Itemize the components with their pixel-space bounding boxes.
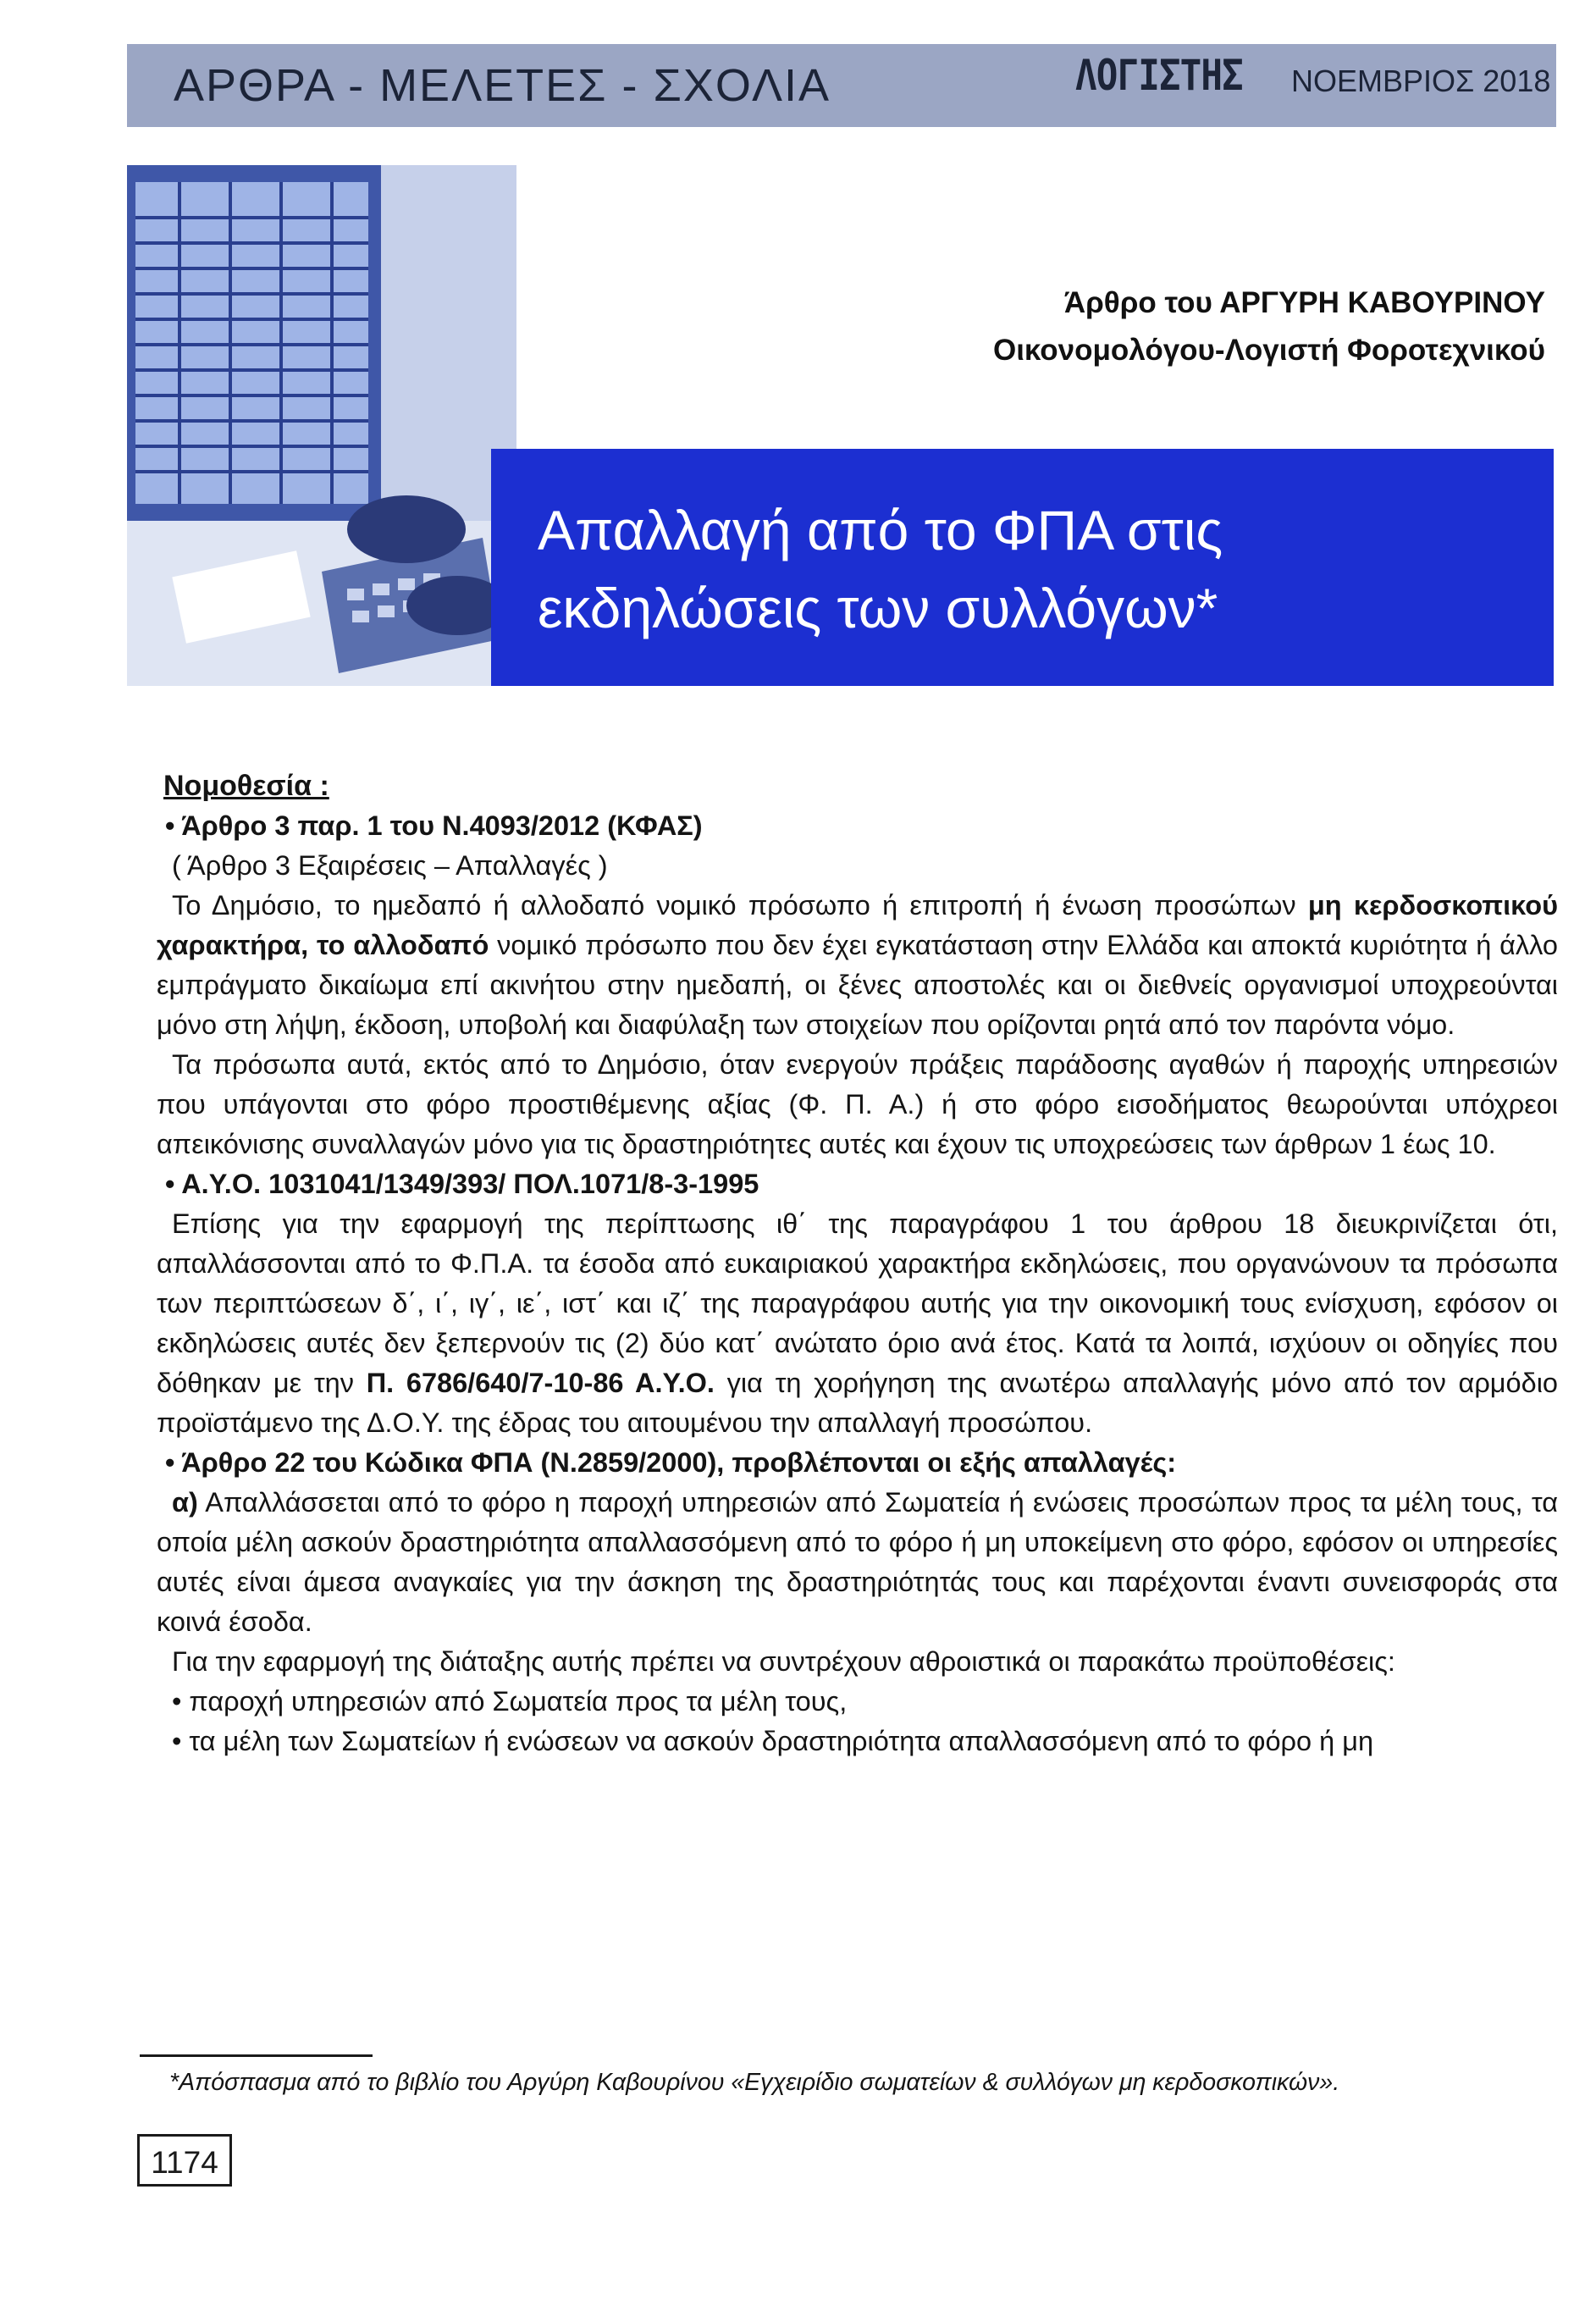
footnote-divider: [140, 2054, 373, 2057]
law1-p1-bold: μη κερδοσκοπικού χαρακτήρα, το αλλοδαπό: [157, 890, 1558, 960]
article-body: [157, 766, 1558, 1761]
law2-paragraph1: [157, 1204, 1558, 1443]
law2-p1-bold: Π. 6786/640/7-10-86 Α.Υ.Ο.: [366, 1368, 715, 1398]
condition-2: • τα μέλη των Σωματείων ή ενώσεων να ασκούν δραστηριότητα απαλλασσόμενη από το φόρο ή μη: [172, 1726, 1374, 1756]
page-number: 1174: [137, 2134, 232, 2187]
magazine-brand: ΛΟΓΙΣΤΗΣ: [1075, 51, 1243, 100]
issue-date: ΝΟΕΜΒΡΙΟΣ 2018: [1291, 64, 1551, 98]
footnote: *Απόσπασμα από το βιβλίο του Αργύρη Καβουρίνου «Εγχειρίδιο σωματείων & συλλόγων μη κερδοσκοπικών».: [169, 2069, 1340, 2096]
law1-paragraph2: Τα πρόσωπα αυτά, εκτός από το Δημόσιο, όταν ενεργούν πράξεις παράδοσης αγαθών ή παροχής υπηρεσιών που υπάγονται στο φόρο προστιθέμενης αξίας (Φ. Π. Α.) ή στο φόρο εισοδήματος θεωρούνται υπόχρεοι απεικόνισης συναλλαγών μόνο για τις δραστηριότητες αυτές και έχουν τις υποχρεώσεις των άρθρων 1 έως 10.: [157, 1049, 1558, 1159]
author-title: Οικονομολόγου-Λογιστή Φοροτεχνικού: [992, 334, 1545, 367]
law3-paragraph-a: [157, 1483, 1558, 1642]
law1-subheading: ( Άρθρο 3 Εξαιρέσεις – Απαλλαγές ): [172, 850, 608, 881]
author-byline: [993, 279, 1545, 374]
law3-heading: • Άρθρο 22 του Κώδικα ΦΠΑ (Ν.2859/2000), προβλέπονται οι εξής απαλλαγές:: [165, 1447, 1177, 1478]
legislation-heading: Νομοθεσία :: [163, 770, 329, 802]
article-title-line1: Απαλλαγή από το ΦΠΑ στις: [538, 499, 1223, 561]
author-name: Άρθρο του ΑΡΓΥΡΗ ΚΑΒΟΥΡΙΝΟΥ: [1063, 286, 1545, 319]
conditions-intro: Για την εφαρμογή της διάταξης αυτής πρέπει να συντρέχουν αθροιστικά οι παρακάτω προϋποθέσεις:: [172, 1646, 1395, 1677]
law1-p1-text-c: νομικό πρόσωπο που δεν έχει εγκατάσταση στην Ελλάδα και αποκτά κυριότητα ή άλλο εμπράγματο δικαίωμα επί ακινήτου στην ημεδαπή, οι ξένες αποστολές και οι διεθνείς οργανισμοί υποχρεούνται μόνο στη λήψη, έκδοση, υποβολή και διαφύλαξη των στοιχείων που ορίζονται ρητά από τον παρόντα νόμο.: [157, 930, 1558, 1040]
condition-1: • παροχή υπηρεσιών από Σωματεία προς τα μέλη τους,: [172, 1686, 848, 1717]
spreadsheet-photo-icon: [127, 165, 516, 686]
law2-heading: • Α.Υ.Ο. 1031041/1349/393/ ΠΟΛ.1071/8-3-1995: [165, 1169, 759, 1199]
law1-p1-text-a: Το Δημόσιο, το ημεδαπό ή αλλοδαπό νομικό πρόσωπο ή επιτροπή ή ένωση προσώπων: [172, 890, 1308, 921]
law1-paragraph1: [157, 886, 1558, 1045]
article-title: [538, 491, 1223, 647]
law2-p1-text-c: για τη χορήγηση της ανωτέρω απαλλαγής μόνο από τον αρμόδιο προϊστάμενο της Δ.Ο.Υ. της έδρας του αιτουμένου την απαλλαγή προσώπου.: [157, 1368, 1558, 1438]
law3-a-text: Απαλλάσσεται από το φόρο η παροχή υπηρεσιών από Σωματεία ή ενώσεις προσώπων προς τα μέλη τους, τα οποία μέλη ασκούν δραστηριότητα απαλλασσόμενη από το φόρο ή μη υποκείμενη στο φόρο, εφόσον οι υπηρεσίες αυτές είναι άμεσα αναγκαίες για την άσκηση της δραστηριότητάς τους και παρέχονται έναντι συνεισφοράς στα κοινά έσοδα.: [157, 1487, 1558, 1637]
law1-heading: • Άρθρο 3 παρ. 1 του Ν.4093/2012 (ΚΦΑΣ): [165, 810, 703, 841]
law3-a-label: α): [172, 1487, 198, 1518]
section-title: ΑΡΘΡΑ - ΜΕΛΕΤΕΣ - ΣΧΟΛΙΑ: [174, 60, 831, 111]
article-title-line2: εκδηλώσεις των συλλόγων*: [538, 577, 1218, 639]
law2-p1-text-a: Επίσης για την εφαρμογή της περίπτωσης ιθ΄ της παραγράφου 1 του άρθρου 18 διευκρινίζεται ότι, απαλλάσσονται από το Φ.Π.Α. τα έσοδα από ευκαιριακού χαρακτήρα εκδηλώσεις, που οργανώνουν τα πρόσωπα των περιπτώσεων δ΄, ι΄, ιγ΄, ιε΄, ιστ΄ και ιζ΄ της παραγράφου αυτής για την οικονομική τους ενίσχυση, εφόσον οι εκδηλώσεις αυτές δεν ξεπερνούν τις (2) δύο κατ΄ ανώτατο όριο ανά έτος. Κατά τα λοιπά, ισχύουν οι οδηγίες που δόθηκαν με την: [157, 1208, 1558, 1398]
